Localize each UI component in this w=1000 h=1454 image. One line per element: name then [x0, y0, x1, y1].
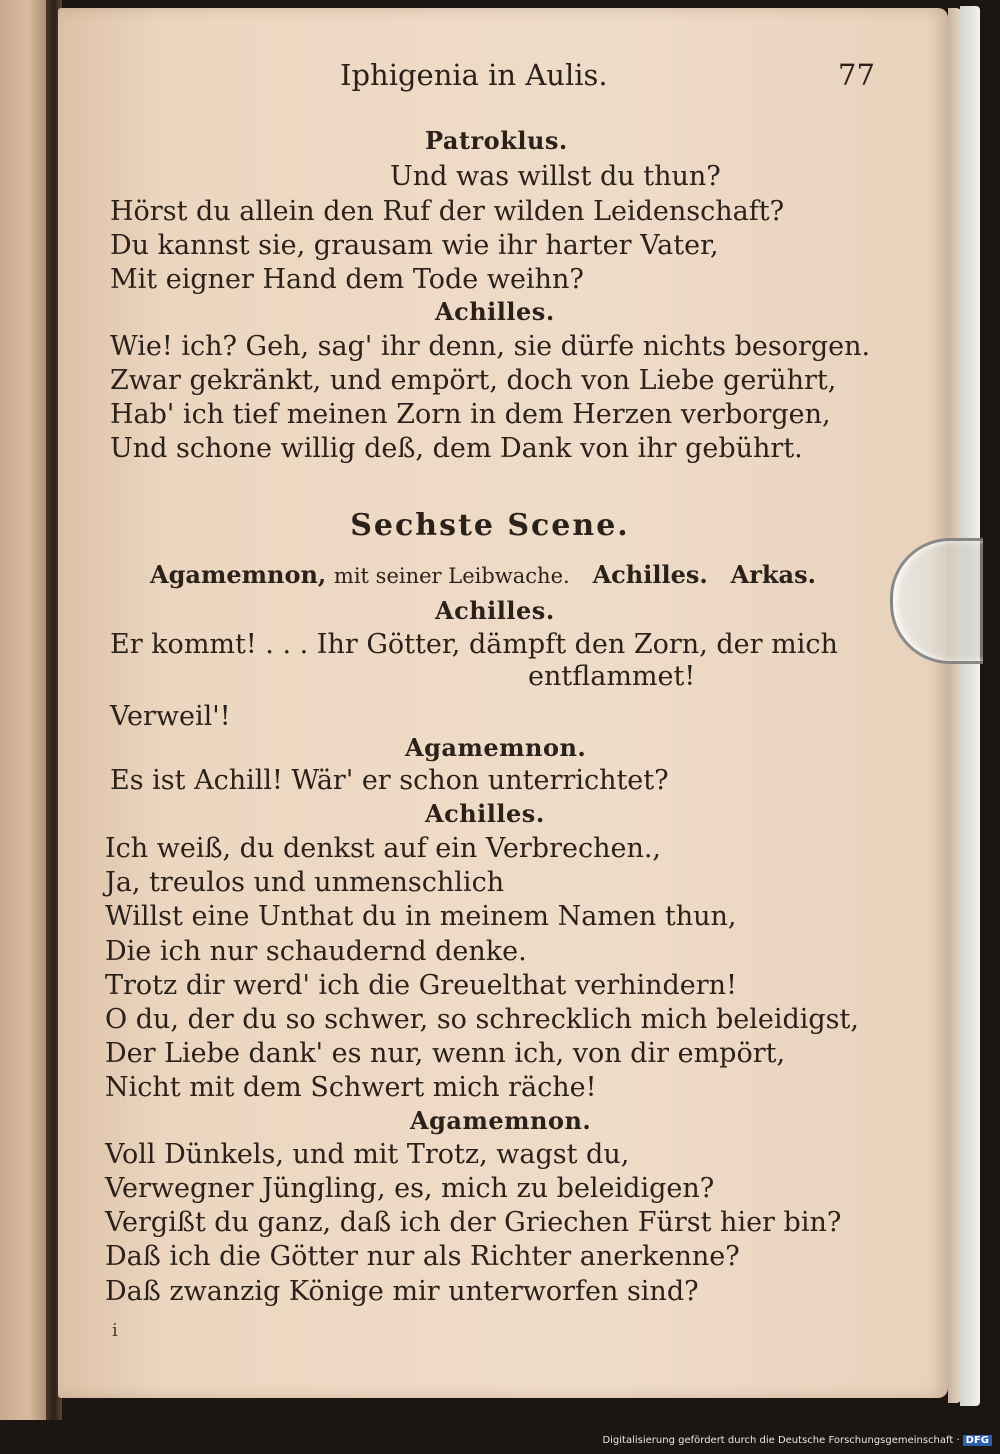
verse-line-continuation: entflammet! — [528, 661, 696, 692]
verse-line: Hab' ich tief meinen Zorn in dem Herzen verborgen, — [110, 399, 831, 430]
verse-line: Nicht mit dem Schwert mich räche! — [105, 1072, 597, 1103]
page-number: 77 — [838, 58, 875, 92]
verse-line: Mit eigner Hand dem Tode weihn? — [110, 264, 584, 295]
cast-achilles: Achilles. — [592, 560, 708, 589]
verse-line: Trotz dir werd' ich die Greuelthat verhindern! — [105, 970, 737, 1001]
verse-line: Voll Dünkels, und mit Trotz, wagst du, — [105, 1139, 630, 1170]
verse-line: Verwegner Jüngling, es, mich zu beleidigen? — [105, 1173, 715, 1204]
credit-text: Digitalisierung gefördert durch die Deutsche Forschungsgemeinschaft · — [602, 1435, 960, 1446]
verse-line: Daß ich die Götter nur als Richter anerkenne? — [105, 1241, 740, 1272]
scene-title: Sechste Scene. — [350, 508, 630, 543]
verse-line: Hörst du allein den Ruf der wilden Leidenschaft? — [110, 196, 785, 227]
verse-line: Ich weiß, du denkst auf ein Verbrechen., — [105, 833, 662, 864]
verse-line: Wie! ich? Geh, sag' ihr denn, sie dürfe nichts besorgen. — [110, 331, 871, 362]
verse-line: Willst eine Unthat du in meinem Namen thun, — [105, 901, 737, 932]
scene-cast — [150, 560, 816, 589]
verse-line: Verweil'! — [110, 701, 231, 732]
verse-line: Daß zwanzig Könige mir unterworfen sind? — [105, 1276, 699, 1307]
dfg-logo: DFG — [963, 1435, 992, 1446]
verse-line: Er kommt! . . . Ihr Götter, dämpft den Zorn, der mich — [110, 629, 838, 660]
verse-line: Zwar gekränkt, und empört, doch von Liebe gerührt, — [110, 365, 837, 396]
verse-line: Du kannst sie, grausam wie ihr harter Vater, — [110, 230, 719, 261]
verse-line: Es ist Achill! Wär' er schon unterrichtet? — [110, 765, 669, 796]
verse-line: Ja, treulos und unmenschlich — [105, 867, 505, 898]
cast-note: mit seiner Leibwache. — [333, 564, 570, 588]
speaker-agamemnon: Agamemnon. — [405, 733, 587, 762]
cast-agamemnon: Agamemnon, — [150, 560, 327, 589]
digitization-credit — [602, 1435, 992, 1446]
speaker-agamemnon: Agamemnon. — [410, 1106, 592, 1135]
speaker-achilles: Achilles. — [435, 596, 555, 625]
verse-line: Und schone willig deß, dem Dank von ihr gebührt. — [110, 433, 803, 464]
running-title: Iphigenia in Aulis. — [340, 58, 608, 92]
page-mark: i — [112, 1320, 118, 1341]
verse-line: Die ich nur schaudernd denke. — [105, 936, 527, 967]
cast-arkas: Arkas. — [730, 560, 816, 589]
verse-line: Der Liebe dank' es nur, wenn ich, von dir empört, — [105, 1038, 786, 1069]
verse-line: Vergißt du ganz, daß ich der Griechen Fürst hier bin? — [105, 1207, 842, 1238]
speaker-achilles: Achilles. — [435, 297, 555, 326]
verse-line: O du, der du so schwer, so schrecklich mich beleidigst, — [105, 1004, 859, 1035]
speaker-achilles: Achilles. — [425, 799, 545, 828]
speaker-patroklus: Patroklus. — [425, 126, 568, 155]
verse-line: Und was willst du thun? — [390, 161, 721, 192]
